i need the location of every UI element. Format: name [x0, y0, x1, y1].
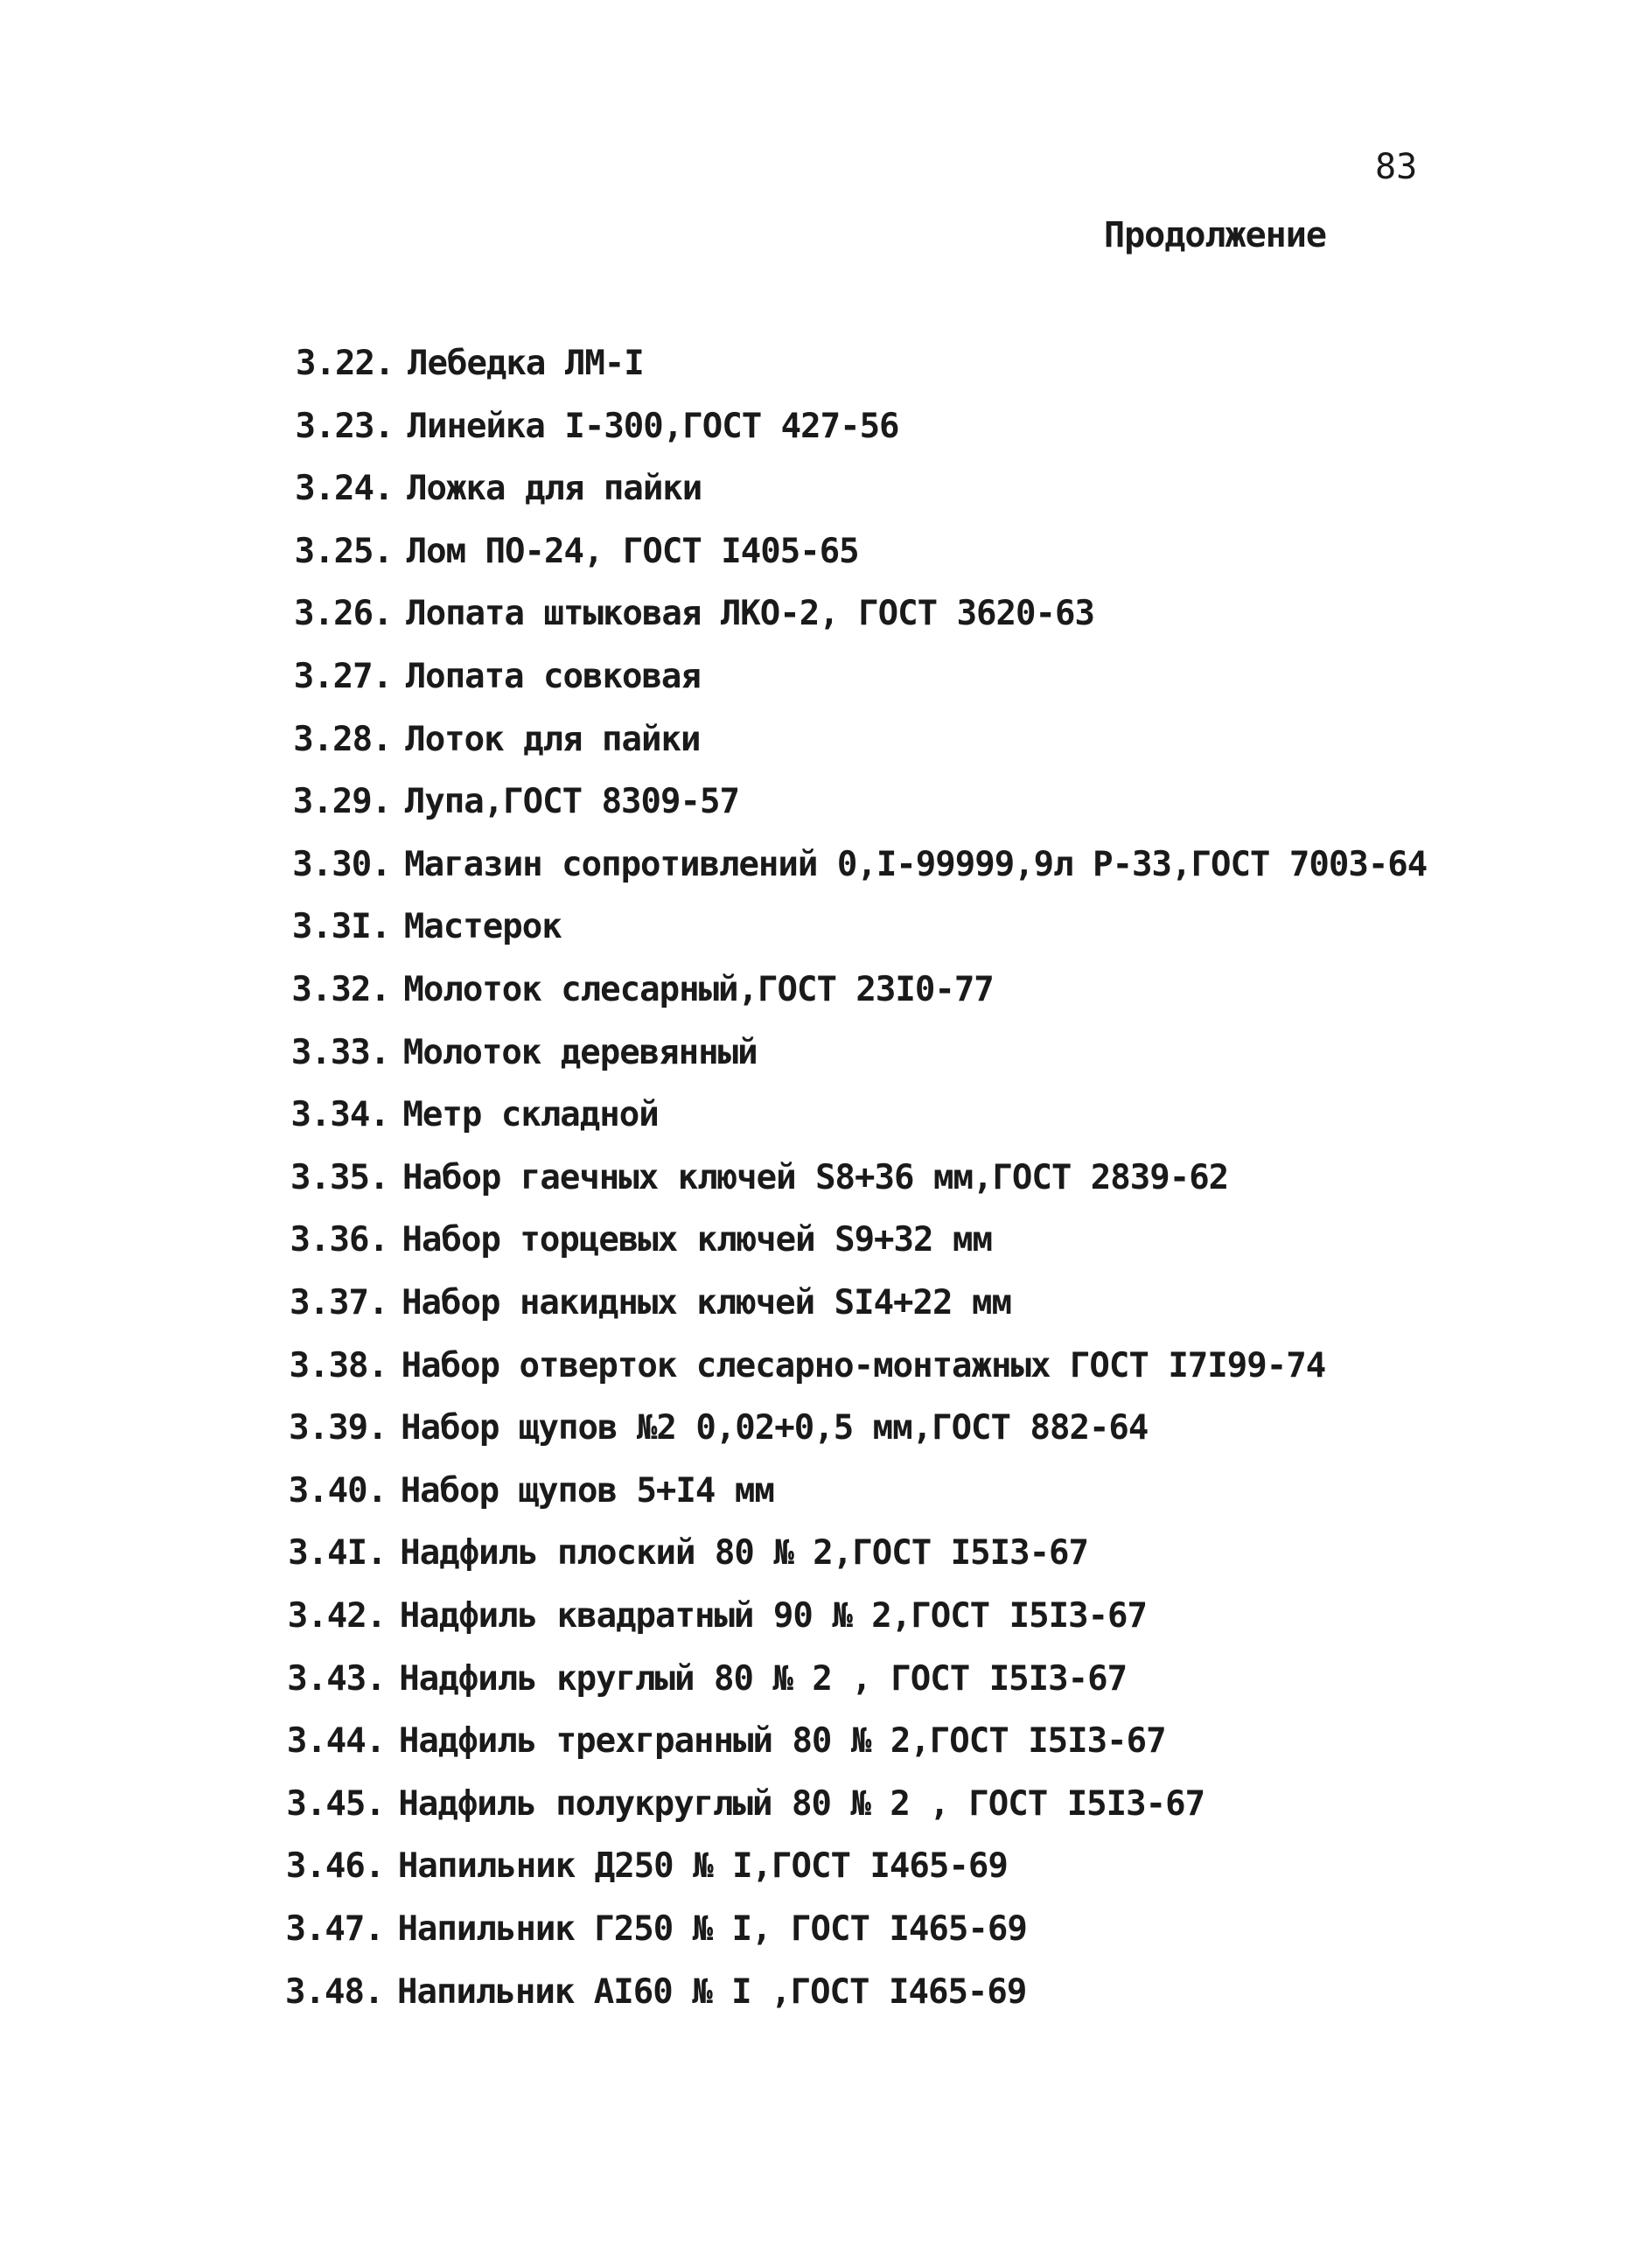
list-item — [285, 1905, 1026, 1954]
list-item — [286, 1842, 1008, 1891]
item-number: 3.45. — [286, 1783, 385, 1824]
item-text: Напильник Г250 № I, ГОСТ I465-69 — [397, 1909, 1027, 1949]
list-item — [296, 402, 899, 451]
item-text: Набор гаечных ключей S8+36 мм,ГОСТ 2839-62 — [402, 1157, 1229, 1197]
item-text: Метр складной — [402, 1095, 659, 1135]
item-number: 3.39. — [289, 1408, 388, 1448]
item-number: 3.24. — [295, 469, 394, 509]
item-text: Напильник АI60 № I ,ГОСТ I465-69 — [397, 1971, 1027, 2012]
list-item — [294, 590, 1094, 639]
list-item — [287, 1717, 1166, 1766]
item-text: Набор щупов 5+I4 мм — [400, 1470, 774, 1511]
item-text: Набор торцевых ключей S9+32 мм — [402, 1220, 992, 1260]
item-text: Лом ПО-24, ГОСТ I405-65 — [406, 531, 859, 571]
item-number: 3.27. — [293, 657, 393, 696]
item-number: 3.29. — [292, 782, 392, 822]
item-number: 3.23. — [295, 406, 394, 446]
list-item — [288, 1592, 1147, 1641]
list-item — [290, 1216, 992, 1265]
list-item — [294, 652, 701, 701]
item-text: Надфиль квадратный 90 № 2,ГОСТ I5I3-67 — [399, 1596, 1148, 1636]
item-number: 3.33. — [290, 1032, 390, 1072]
item-text: Лупа,ГОСТ 8309-57 — [404, 782, 739, 822]
list-item — [290, 1342, 1326, 1391]
item-number: 3.32. — [291, 970, 390, 1009]
item-number: 3.44. — [286, 1721, 386, 1762]
item-number: 3.35. — [290, 1157, 389, 1197]
item-number: 3.3I. — [291, 907, 391, 947]
list-item — [288, 1529, 1088, 1578]
item-number: 3.4I. — [288, 1533, 387, 1574]
item-text: Молоток деревянный — [402, 1032, 758, 1072]
item-text: Набор щупов №2 0,02+0,5 мм,ГОСТ 882-64 — [401, 1408, 1149, 1448]
item-text: Набор отверток слесарно-монтажных ГОСТ I7I99-74 — [401, 1345, 1326, 1385]
item-text: Ложка для пайки — [407, 469, 702, 509]
item-number: 3.36. — [290, 1220, 388, 1260]
page-number: 83 — [1375, 147, 1418, 187]
item-number: 3.48. — [285, 1971, 384, 2012]
item-number: 3.30. — [292, 844, 391, 884]
continuation-heading: Продолжение — [1104, 215, 1326, 255]
item-text: Надфиль круглый 80 № 2 , ГОСТ I5I3-67 — [399, 1658, 1128, 1699]
item-text: Лопата штыковая ЛКО-2, ГОСТ 3620-63 — [406, 594, 1094, 634]
item-text: Набор накидных ключей SI4+22 мм — [402, 1283, 1011, 1322]
item-number: 3.38. — [289, 1345, 388, 1385]
item-text: Лоток для пайки — [405, 719, 701, 759]
list-item — [286, 1780, 1205, 1829]
list-item — [287, 1655, 1127, 1704]
item-text: Лопата совковая — [405, 657, 701, 696]
item-text: Магазин сопротивлений 0,I-99999,9л Р-33,ГОСТ 7003-64 — [404, 844, 1428, 884]
list-item — [290, 1279, 1011, 1328]
item-text: Надфиль полукруглый 80 № 2 , ГОСТ I5I3-67 — [398, 1783, 1205, 1824]
list-item — [289, 1404, 1148, 1453]
item-number: 3.40. — [288, 1470, 388, 1511]
list-item — [292, 841, 1427, 890]
list-item — [293, 778, 739, 827]
item-text: Напильник Д250 № I,ГОСТ I465-69 — [397, 1846, 1008, 1887]
item-number: 3.25. — [294, 531, 394, 571]
list-item — [289, 1467, 774, 1516]
list-item — [296, 339, 644, 388]
item-text: Линейка I-300,ГОСТ 427-56 — [407, 406, 899, 446]
list-item — [290, 1154, 1228, 1203]
item-text: Лебедка ЛМ-I — [408, 344, 644, 383]
item-number: 3.42. — [287, 1596, 387, 1636]
item-number: 3.28. — [293, 719, 392, 759]
list-item — [291, 966, 993, 1015]
item-number: 3.37. — [290, 1283, 388, 1322]
item-number: 3.47. — [285, 1909, 384, 1949]
list-item — [285, 1968, 1026, 2017]
item-number: 3.46. — [285, 1846, 385, 1887]
item-number: 3.22. — [296, 344, 395, 383]
item-text: Надфиль трехгранный 80 № 2,ГОСТ I5I3-67 — [398, 1721, 1166, 1762]
item-number: 3.26. — [294, 594, 393, 634]
list-item — [293, 715, 700, 764]
list-item — [295, 464, 702, 513]
item-text: Молоток слесарный,ГОСТ 23I0-77 — [403, 970, 994, 1009]
list-item — [291, 1029, 758, 1078]
item-number: 3.43. — [287, 1658, 386, 1699]
list-item — [295, 527, 859, 576]
item-number: 3.34. — [290, 1095, 389, 1135]
list-item — [290, 1091, 658, 1140]
item-text: Мастерок — [403, 907, 562, 947]
list-item — [292, 903, 562, 952]
item-text: Надфиль плоский 80 № 2,ГОСТ I5I3-67 — [400, 1533, 1089, 1574]
